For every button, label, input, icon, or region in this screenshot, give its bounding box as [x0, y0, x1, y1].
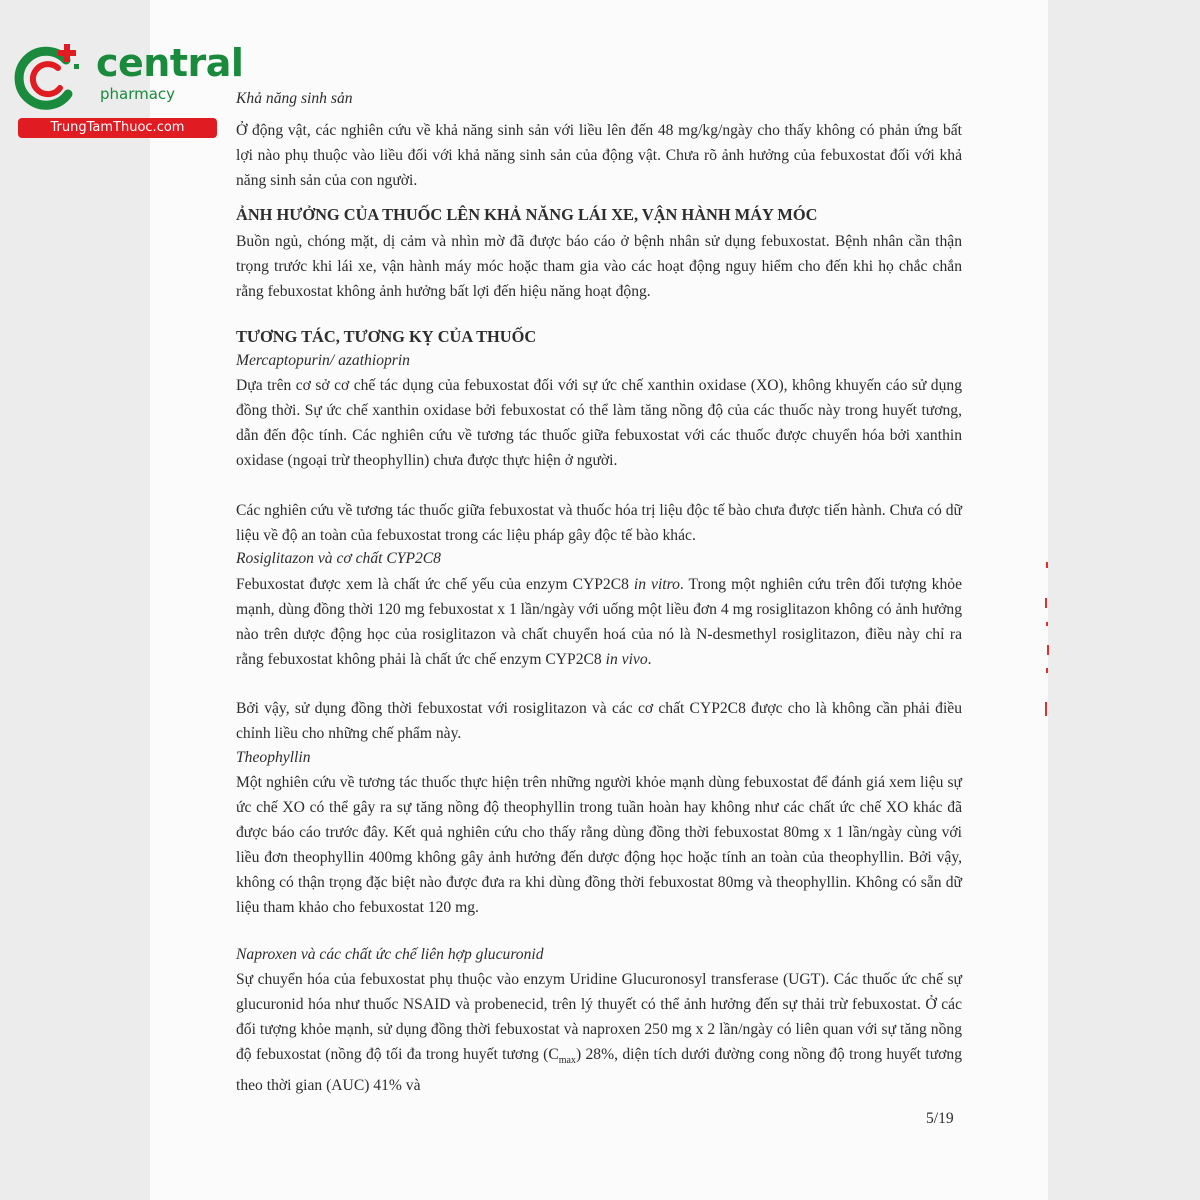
- margin-mark: [1046, 622, 1048, 626]
- theophyllin-heading: Theophyllin: [236, 749, 311, 766]
- naproxen-text-part: Sự chuyển hóa của febuxostat phụ thuộc vào enzym Uridine Glucuronosyl transferase (UGT). Các thuốc ức chế sự glucuronid hóa như thuốc NSAID và probenecid, trên lý thuyết có thể ảnh hưởng đến sự thải trừ febuxostat. Ở các đối tượng khỏe mạnh, sử dụng đồng thời febuxostat và naproxen 250 mg x 2 lần/ngày có liên quan với sự tăng nồng độ febuxostat (nồng độ tối đa trong huyết tương (C: [236, 971, 962, 1063]
- in-vitro-term: in vitro: [633, 576, 680, 593]
- central-pharmacy-logo: [8, 34, 244, 138]
- fertility-heading: Khả năng sinh sản: [236, 90, 353, 107]
- naproxen-heading: Naproxen và các chất ức chế liên hợp glucuronid: [236, 946, 544, 963]
- naproxen-text-part: ) 28%, diện tích dưới đường cong nồng độ trong huyết tương theo thời gian (AUC) 41% và: [236, 1046, 962, 1095]
- rosiglitazon-paragraph-1: [236, 572, 962, 672]
- rosiglitazon-heading: Rosiglitazon và cơ chất CYP2C8: [236, 550, 441, 567]
- rosi-text-part: Febuxostat được xem là chất ức chế yếu của enzym CYP2C8: [236, 576, 634, 593]
- rosiglitazon-paragraph-2: Bởi vậy, sử dụng đồng thời febuxostat với rosiglitazon và các cơ chất CYP2C8 được cho là không cần phải điều chỉnh liều cho những chế phẩm này.: [236, 700, 962, 742]
- driving-paragraph: Buồn ngủ, chóng mặt, dị cảm và nhìn mờ đã được báo cáo ở bệnh nhân sử dụng febuxostat. Bệnh nhân cần thận trọng trước khi lái xe, vận hành máy móc hoặc tham gia vào các hoạt động nguy hiểm cho đến khi họ chắc chắn rằng febuxostat không ảnh hưởng bất lợi đến hiệu năng hoạt động.: [236, 233, 962, 300]
- margin-mark: [1047, 645, 1049, 655]
- mercaptopurin-paragraph-2: Các nghiên cứu về tương tác thuốc giữa febuxostat và thuốc hóa trị liệu độc tế bào chưa được tiến hành. Chưa có dữ liệu về độ an toàn của febuxostat trong các liệu pháp gây độc tế bào khác.: [236, 502, 962, 544]
- cmax-subscript: max: [558, 1055, 576, 1067]
- interactions-heading: TƯƠNG TÁC, TƯƠNG KỴ CỦA THUỐC: [236, 327, 537, 346]
- site-url-bar: TrungTamThuoc.com: [18, 118, 217, 138]
- margin-mark: [1045, 598, 1047, 608]
- mercaptopurin-heading: Mercaptopurin/ azathioprin: [236, 352, 410, 369]
- in-vivo-term: in vivo: [605, 651, 648, 668]
- rosi-text-part: .: [647, 651, 652, 668]
- brand-name: central: [96, 41, 244, 85]
- fertility-paragraph: Ở động vật, các nghiên cứu về khả năng sinh sản với liều lên đến 48 mg/kg/ngày cho thấy không có phản ứng bất lợi nào phụ thuộc vào liều đối với khả năng sinh sản của động vật. Chưa rõ ảnh hưởng của febuxostat đối với khả năng sinh sản của con người.: [236, 122, 962, 189]
- page-number: 5/19: [926, 1110, 954, 1127]
- margin-mark: [1045, 702, 1047, 716]
- pharmacy-c-cross-icon: [8, 38, 88, 118]
- margin-mark: [1046, 668, 1048, 673]
- brand-subtitle: pharmacy: [100, 85, 176, 103]
- theophyllin-paragraph: Một nghiên cứu về tương tác thuốc thực hiện trên những người khỏe mạnh dùng febuxostat để đánh giá xem liệu sự ức chế XO có thể gây ra sự tăng nồng độ theophyllin trong tuần hoàn hay không như các chất ức chế XO khác đã được báo cáo trước đây. Kết quả nghiên cứu cho thấy rằng dùng đồng thời febuxostat 80mg x 1 lần/ngày cùng với liều đơn theophyllin 400mg không gây ảnh hưởng đến dược động học hoặc tính an toàn của theophyllin. Bởi vậy, không có thận trọng đặc biệt nào được đưa ra khi dùng đồng thời febuxostat 80mg và theophyllin. Không có sẵn dữ liệu tham khảo cho febuxostat 120 mg.: [236, 774, 962, 916]
- mercaptopurin-paragraph-1: Dựa trên cơ sở cơ chế tác dụng của febuxostat đối với sự ức chế xanthin oxidase (XO), không khuyến cáo sử dụng đồng thời. Sự ức chế xanthin oxidase bởi febuxostat có thể làm tăng nồng độ của các thuốc này trong huyết tương, dẫn đến độc tính. Các nghiên cứu về tương tác thuốc giữa febuxostat với các thuốc được chuyển hóa bởi xanthin oxidase (ngoại trừ theophyllin) chưa được thực hiện ở người.: [236, 377, 962, 469]
- margin-mark: [1046, 562, 1048, 568]
- rosi-text-part: . Trong một nghiên cứu trên đối tượng khỏe mạnh, dùng đồng thời 120 mg febuxostat x 1 lần/ngày với uống một liều đơn 4 mg rosiglitazon không có ảnh hưởng nào trên dược động học của rosiglitazon và chất chuyển hoá của nó là N-desmethyl rosiglitazon, điều này chỉ ra rằng febuxostat không phải là chất ức chế enzym CYP2C8: [236, 576, 962, 668]
- naproxen-paragraph: [236, 967, 962, 1098]
- driving-heading: ẢNH HƯỞNG CỦA THUỐC LÊN KHẢ NĂNG LÁI XE, VẬN HÀNH MÁY MÓC: [236, 205, 818, 224]
